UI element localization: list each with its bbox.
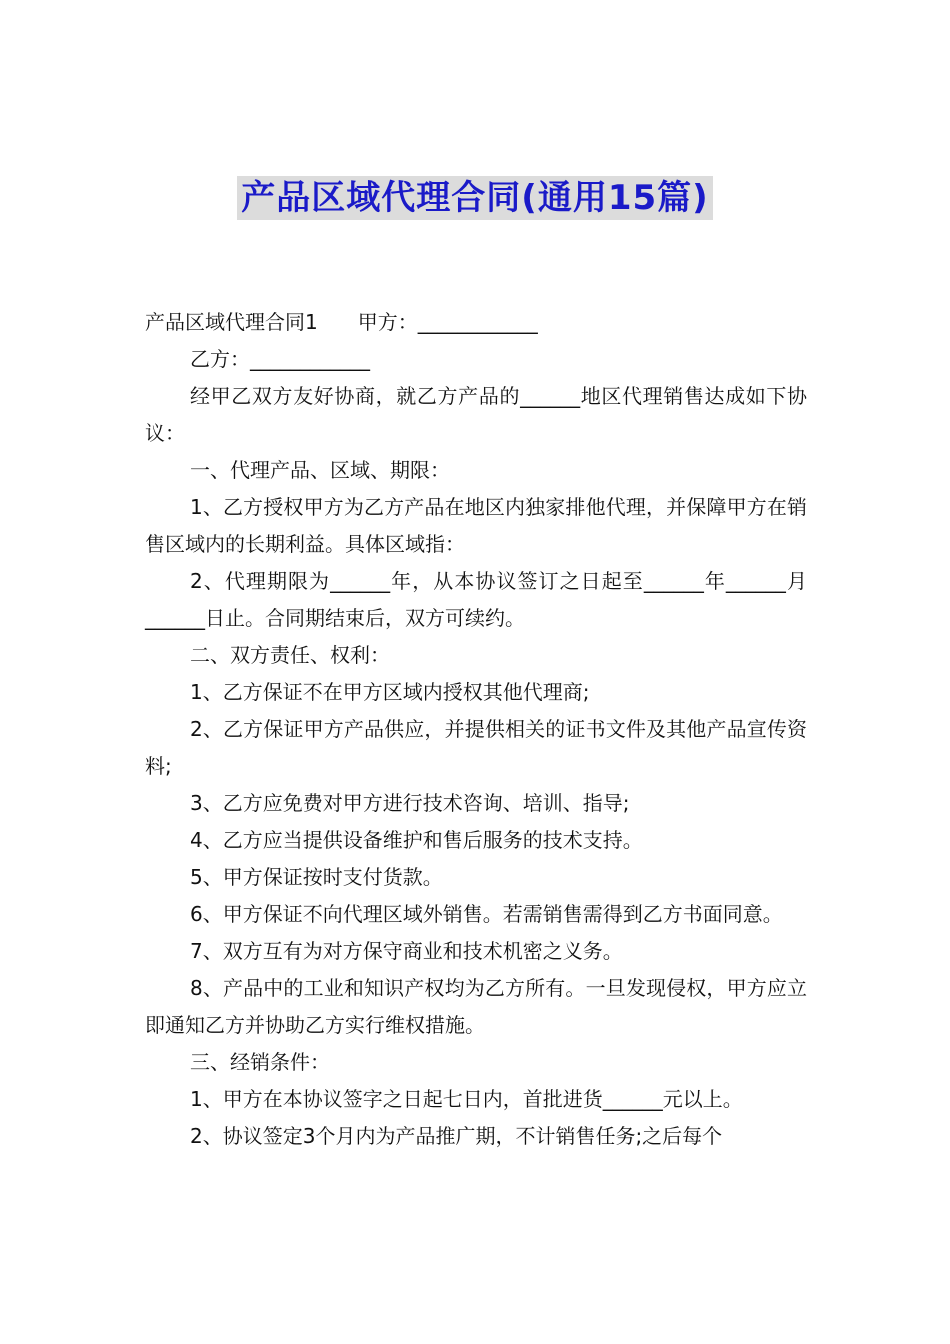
clause-1-2: 2、代理期限为______年，从本协议签订之日起至______年______月______日止。合同期结束后，双方可续约。 [145,569,807,630]
title-wrap [0,176,950,220]
clause-2-4: 4、乙方应当提供设备维护和售后服务的技术支持。 [190,828,643,852]
document-body [145,304,807,1155]
clause-2-1: 1、乙方保证不在甲方区域内授权其他代理商; [190,680,590,704]
clause-2-5: 5、甲方保证按时支付货款。 [190,865,443,889]
clause-3-2: 2、协议签定3个月内为产品推广期，不计销售任务;之后每个 [190,1124,723,1148]
clause-2-6: 6、甲方保证不向代理区域外销售。若需销售需得到乙方书面同意。 [190,902,783,926]
section-heading-2: 二、双方责任、权利： [190,643,390,667]
paragraph-heading-party-a: 产品区域代理合同1 甲方：____________ [145,310,538,334]
clause-2-8: 8、产品中的工业和知识产权均为乙方所有。一旦发现侵权，甲方应立即通知乙方并协助乙方实行维权措施。 [145,976,807,1037]
section-heading-1: 一、代理产品、区域、期限： [190,458,450,482]
paragraph-party-b: 乙方：____________ [190,347,370,371]
clause-2-3: 3、乙方应免费对甲方进行技术咨询、培训、指导; [190,791,630,815]
section-heading-3: 三、经销条件： [190,1050,330,1074]
paragraph-intro: 经甲乙双方友好协商，就乙方产品的______地区代理销售达成如下协议： [145,384,807,445]
clause-2-2: 2、乙方保证甲方产品供应，并提供相关的证书文件及其他产品宣传资料; [145,717,807,778]
clause-1-1: 1、乙方授权甲方为乙方产品在地区内独家排他代理，并保障甲方在销售区域内的长期利益。具体区域指： [145,495,807,556]
clause-3-1: 1、甲方在本协议签字之日起七日内，首批进货______元以上。 [190,1087,743,1111]
clause-2-7: 7、双方互有为对方保守商业和技术机密之义务。 [190,939,623,963]
document-title: 产品区域代理合同(通用15篇) [237,176,712,220]
